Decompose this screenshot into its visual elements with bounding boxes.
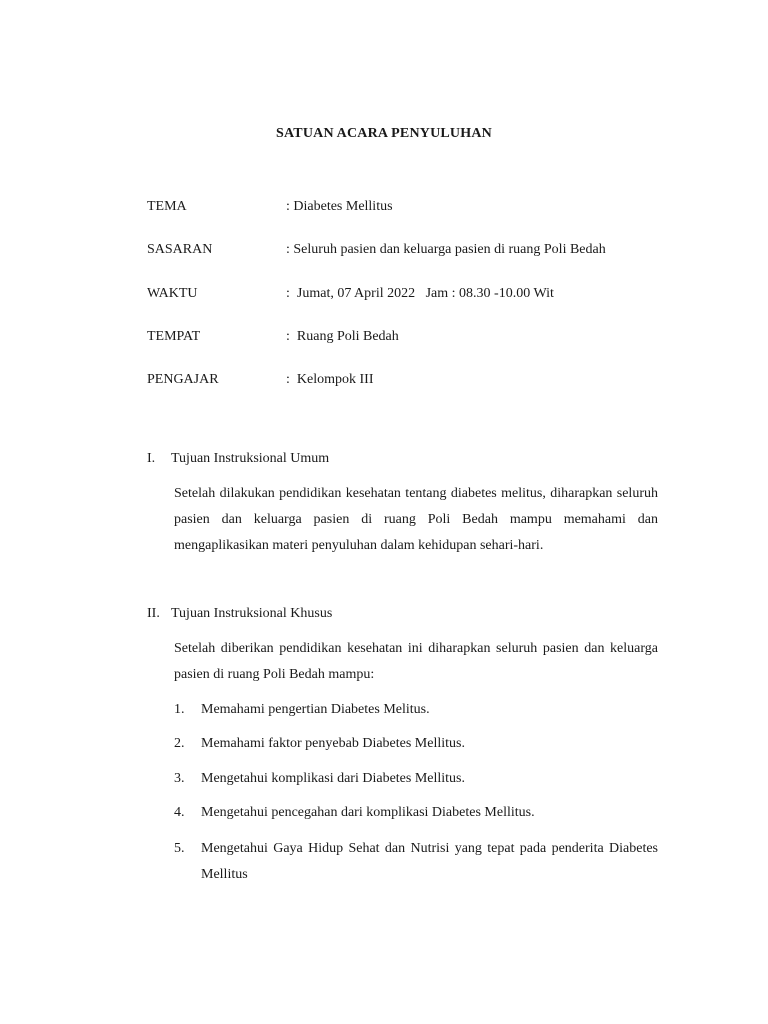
section-paragraph: Setelah diberikan pendidikan kesehatan ini diharapkan seluruh pasien dan keluarga pasien di ruang Poli Bedah mampu:	[174, 641, 658, 682]
list-text: Memahami pengertian Diabetes Melitus.	[201, 702, 430, 717]
list-number: 5.	[174, 841, 185, 856]
field-value: : Kelompok III	[286, 372, 374, 387]
list-item	[174, 800, 658, 826]
field-label: PENGAJAR	[147, 372, 219, 387]
field-pengajar	[147, 369, 687, 391]
list-number: 1.	[174, 702, 185, 717]
field-value: : Ruang Poli Bedah	[286, 329, 399, 344]
field-label: TEMA	[147, 199, 187, 214]
list-item	[174, 731, 658, 757]
list-text: Mengetahui Gaya Hidup Sehat dan Nutrisi yang tepat pada penderita Diabetes Mellitus	[201, 841, 658, 882]
list-number: 3.	[174, 771, 185, 786]
section-number: II.	[147, 606, 160, 621]
list-item	[174, 836, 658, 888]
list-item	[174, 766, 658, 792]
field-label: WAKTU	[147, 286, 198, 301]
field-label: TEMPAT	[147, 329, 201, 344]
field-waktu	[147, 283, 687, 305]
field-label: SASARAN	[147, 242, 213, 257]
section-heading-tujuan-khusus	[147, 603, 332, 625]
field-value: : Jumat, 07 April 2022 Jam : 08.30 -10.00 Wit	[286, 286, 554, 301]
list-text: Mengetahui pencegahan dari komplikasi Diabetes Mellitus.	[201, 805, 535, 820]
section-number: I.	[147, 451, 156, 466]
list-number: 4.	[174, 805, 185, 820]
field-sasaran	[147, 239, 687, 261]
section-paragraph: Setelah dilakukan pendidikan kesehatan tentang diabetes melitus, diharapkan seluruh pasien dan keluarga pasien di ruang Poli Bedah mampu memahami dan mengaplikasikan materi penyuluhan dalam kehidupan sehari-hari.	[174, 486, 658, 553]
field-tema	[147, 196, 687, 218]
list-number: 2.	[174, 736, 185, 751]
list-text: Mengetahui komplikasi dari Diabetes Mellitus.	[201, 771, 466, 786]
document-title: SATUAN ACARA PENYULUHAN	[276, 126, 492, 141]
list-item	[174, 697, 658, 723]
list-text: Memahami faktor penyebab Diabetes Mellitus.	[201, 736, 465, 751]
field-value: : Diabetes Mellitus	[286, 199, 393, 214]
section-heading-tujuan-umum	[147, 448, 329, 470]
field-tempat	[147, 326, 687, 348]
section-title: Tujuan Instruksional Umum	[171, 451, 330, 466]
section-title: Tujuan Instruksional Khusus	[171, 606, 333, 621]
field-value: : Seluruh pasien dan keluarga pasien di ruang Poli Bedah	[286, 242, 606, 257]
